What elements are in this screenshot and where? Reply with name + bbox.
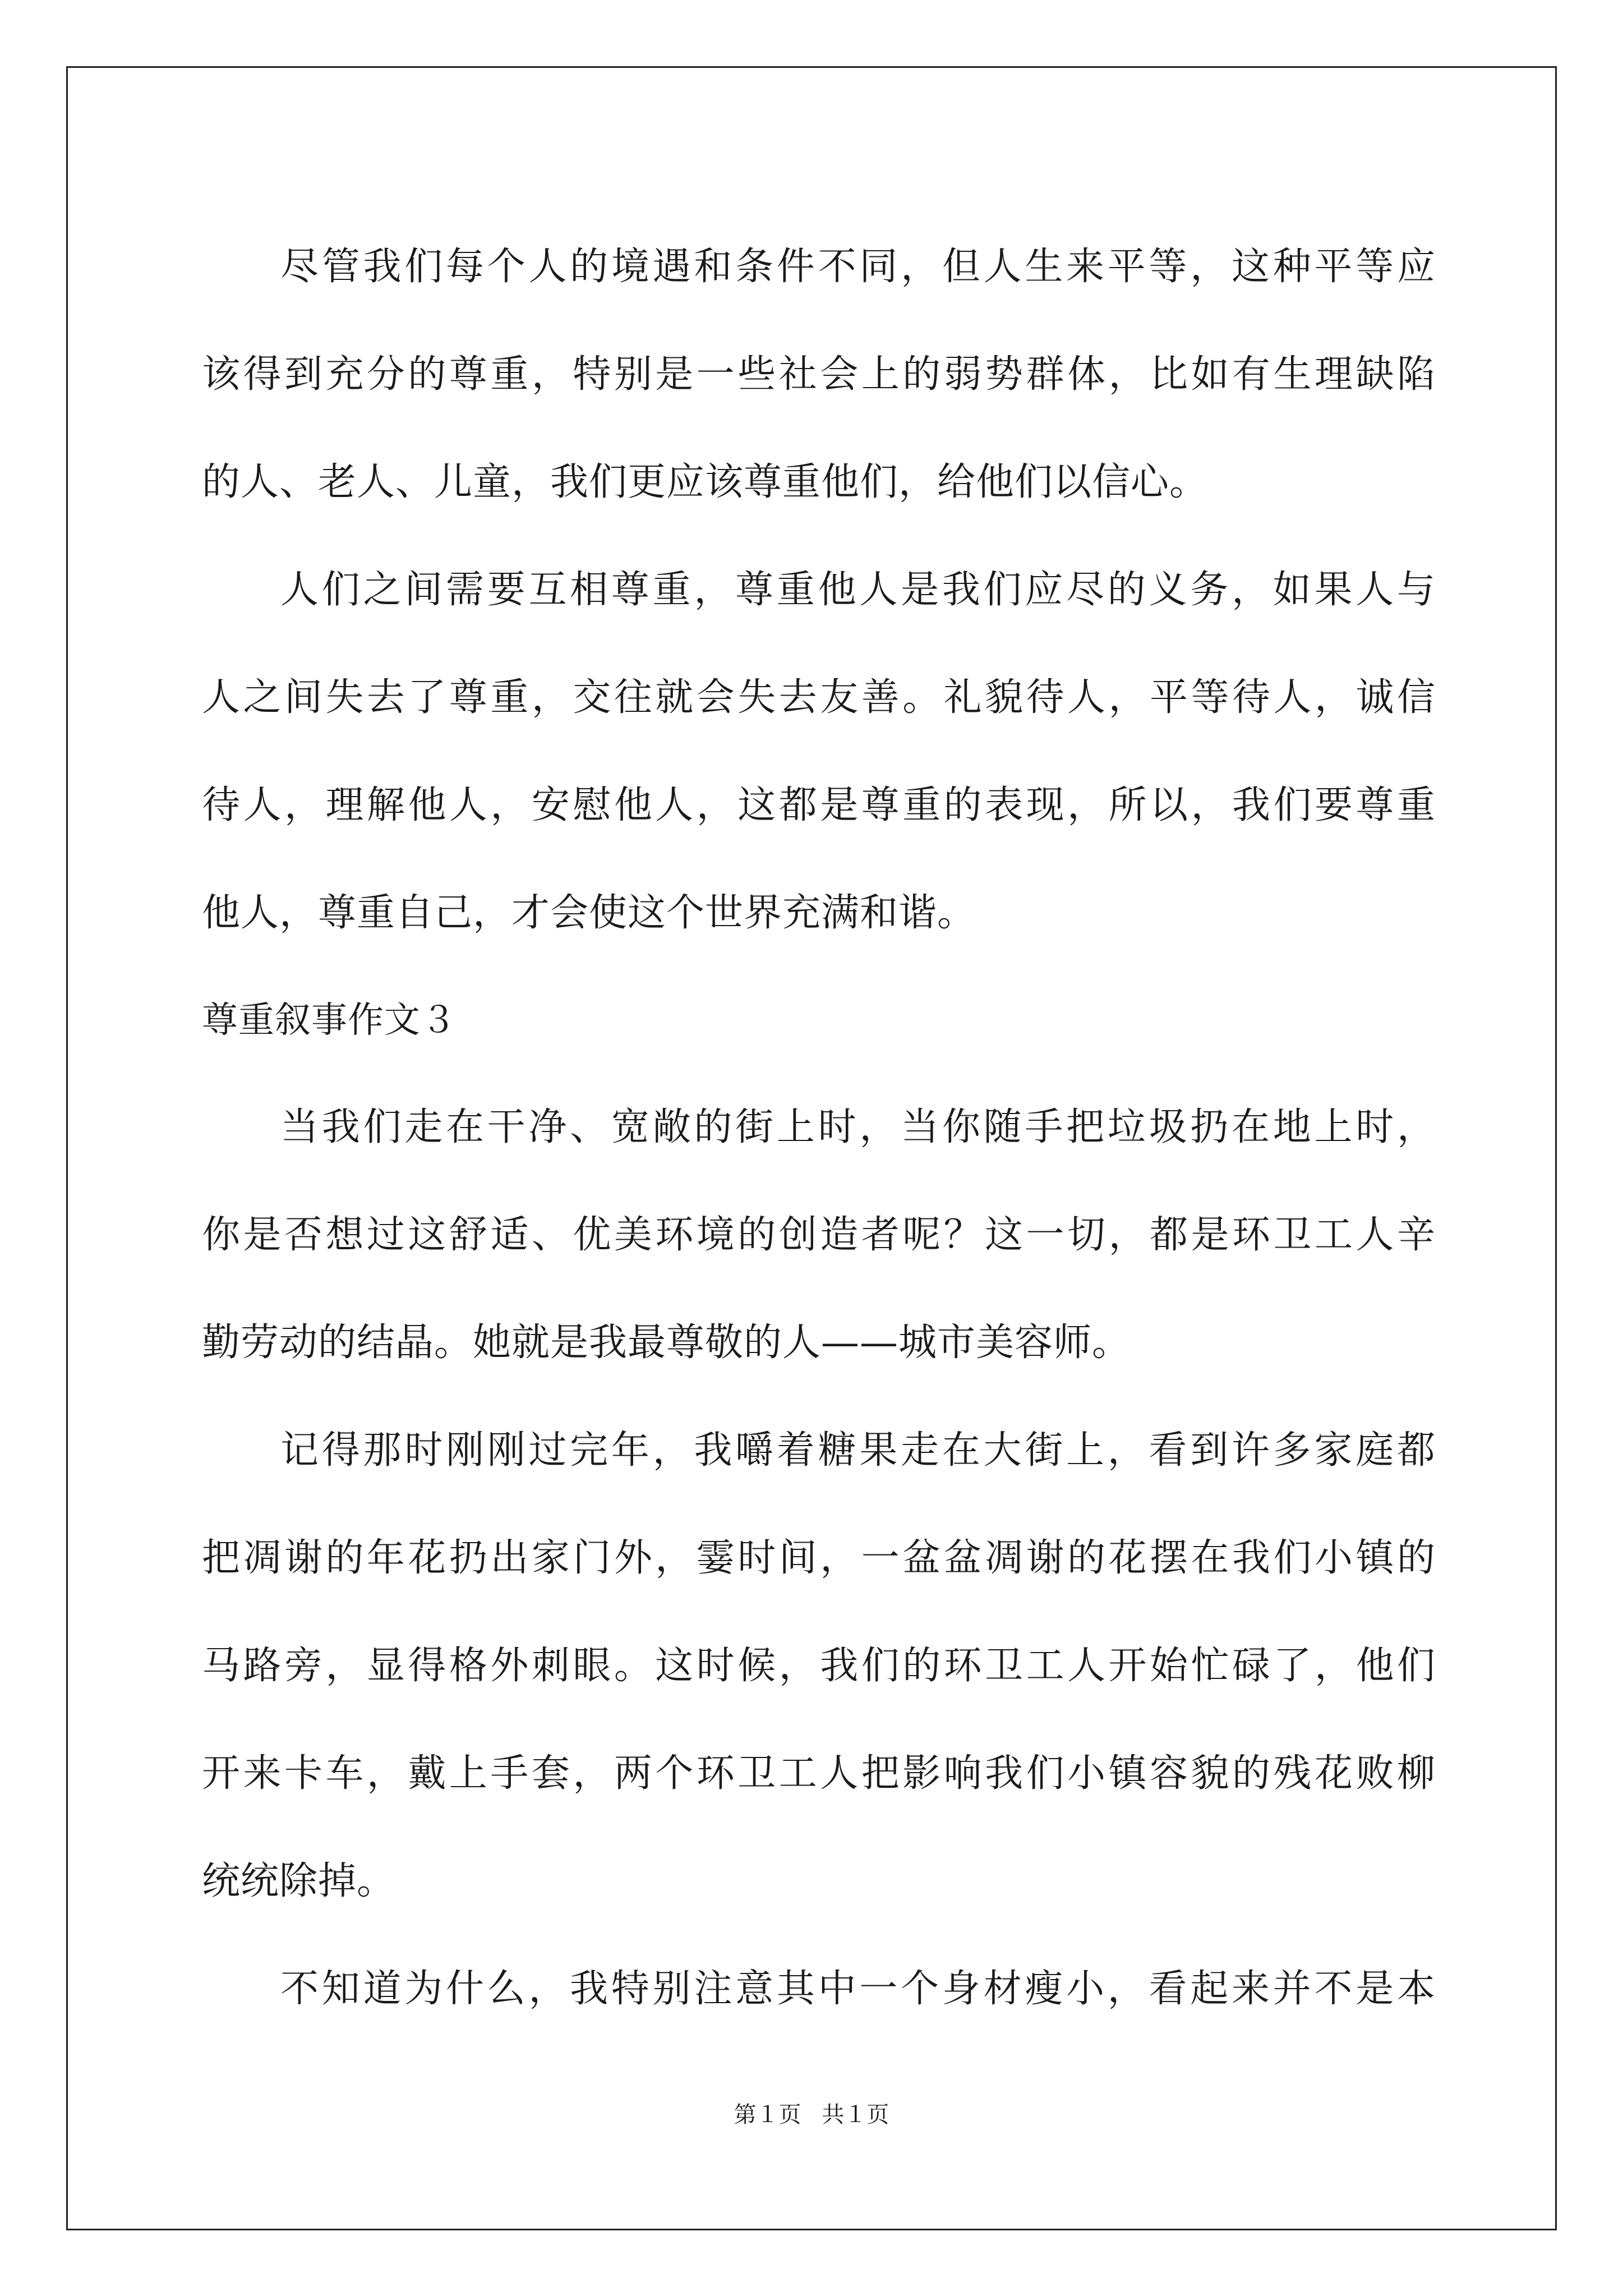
text-line: 勤劳动的结晶。她就是我最尊敬的人——城市美容师。 [202,1320,1131,1365]
text-line: 马路旁，显得格外刺眼。这时候，我们的环卫工人开始忙碌了，他们 [202,1644,1436,1688]
text-line: 你是否想过这舒适、优美环境的创造者呢？这一切，都是环卫工人辛 [202,1213,1436,1257]
text-line: 统统除掉。 [202,1859,396,1903]
text-line: 把凋谢的年花扔出家门外，霎时间，一盆盆凋谢的花摆在我们小镇的 [202,1536,1436,1580]
text-line: 开来卡车，戴上手套，两个环卫工人把影响我们小镇容貌的残花败柳 [202,1751,1436,1796]
text-line: 尽管我们每个人的境遇和条件不同，但人生来平等，这种平等应 [280,245,1436,289]
text-line: 当我们走在干净、宽敞的街上时，当你随手把垃圾扔在地上时， [280,1105,1436,1149]
page-total: 共１页 [822,2102,889,2128]
page-number: 第１页 [734,2102,801,2128]
text-line: 人之间失去了尊重，交往就会失去友善。礼貌待人，平等待人，诚信 [202,675,1436,720]
text-line: 记得那时刚刚过完年，我嚼着糖果走在大街上，看到许多家庭都 [280,1428,1436,1473]
paragraph [202,1074,1436,1397]
paragraph [202,1397,1436,1935]
text-line: 人们之间需要互相尊重，尊重他人是我们应尽的义务，如果人与 [280,568,1436,612]
section-heading: 尊重叙事作文３ [202,1000,457,1041]
text-line: 的人、老人、儿童，我们更应该尊重他们，给他们以信心。 [202,460,1209,504]
text-line: 他人，尊重自己，才会使这个世界充满和谐。 [202,891,976,935]
paragraph [202,213,1436,536]
document-body [202,213,1436,2043]
paragraph [202,1935,1436,2043]
paragraph [202,536,1436,967]
text-line: 不知道为什么，我特别注意其中一个身材瘦小，看起来并不是本 [280,1967,1436,2011]
text-line: 待人，理解他人，安慰他人，这都是尊重的表现，所以，我们要尊重 [202,783,1436,827]
page-footer [0,2098,1623,2132]
text-line: 该得到充分的尊重，特别是一些社会上的弱势群体，比如有生理缺陷 [202,352,1436,397]
